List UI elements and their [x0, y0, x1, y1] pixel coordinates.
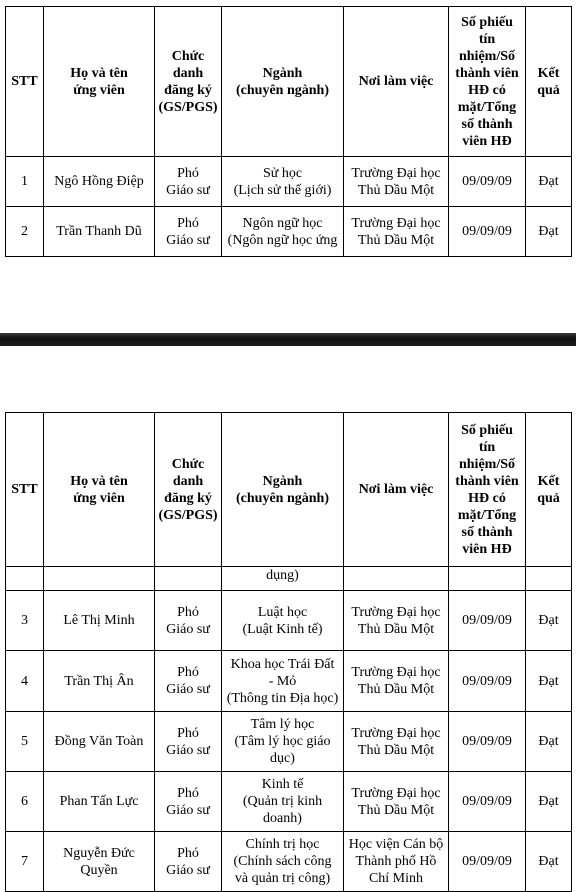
- text-line: Ngô Hồng Điệp: [54, 174, 144, 189]
- cell-stt: 4: [6, 651, 44, 712]
- text-line: đăng ký: [164, 82, 212, 98]
- text-line: quả: [537, 82, 560, 98]
- cell-title: [155, 157, 222, 207]
- cell-votes: 09/09/09: [449, 157, 526, 207]
- cell-votes: [449, 567, 526, 591]
- cell-votes: 09/09/09: [449, 651, 526, 712]
- text-line: Số phiếu: [461, 422, 513, 438]
- cell-name: [44, 772, 155, 832]
- text-line: mặt/Tổng: [457, 99, 517, 115]
- cell-workplace: [344, 207, 449, 257]
- text-line: Chí Minh: [368, 871, 424, 886]
- text-line: và quản trị công): [234, 871, 331, 886]
- cell-field: [222, 772, 344, 832]
- table-row: [6, 207, 572, 257]
- text-line: ứng viên: [73, 490, 125, 506]
- candidates-table-bottom: [5, 412, 572, 892]
- cell-workplace: [344, 567, 449, 591]
- text-line: Giáo sư: [166, 742, 210, 758]
- table-header: [6, 7, 572, 157]
- text-line: dục): [270, 751, 295, 766]
- text-line: Phó: [177, 785, 199, 801]
- cell-field: [222, 591, 344, 651]
- cell-workplace: [344, 712, 449, 772]
- text-line: Trường Đại học: [351, 165, 441, 181]
- text-line: Giáo sư: [166, 862, 210, 878]
- table-row: [6, 651, 572, 712]
- text-line: Quyền: [80, 862, 118, 878]
- cell-title: [155, 832, 222, 892]
- text-line: đăng ký: [164, 490, 212, 506]
- text-line: Trường Đại học: [351, 604, 441, 620]
- cell-stt: 3: [6, 591, 44, 651]
- text-line: Sử học: [262, 165, 303, 181]
- cell-stt: 2: [6, 207, 44, 257]
- text-line: Ngành: [262, 473, 303, 489]
- table-row: [6, 591, 572, 651]
- cell-field: dụng): [222, 567, 344, 591]
- text-line: Trần Thị Ân: [64, 673, 134, 689]
- table-row-continuation: [6, 567, 572, 591]
- text-line: Giáo sư: [166, 802, 210, 818]
- text-line: Kinh tế: [261, 777, 304, 792]
- table-row: [6, 157, 572, 207]
- text-line: (Lịch sử thế giới): [233, 182, 332, 198]
- header-votes: [449, 7, 526, 157]
- header-title-registered: [155, 7, 222, 157]
- cell-title: [155, 712, 222, 772]
- text-line: Họ và tên: [70, 473, 128, 489]
- header-field: [222, 413, 344, 567]
- text-line: Ngôn ngữ học: [242, 215, 323, 231]
- text-line: Kết: [537, 65, 560, 81]
- text-line: (Chính sách công: [233, 854, 332, 869]
- text-line: Luật học: [257, 604, 308, 620]
- text-line: Thủ Dầu Một: [357, 182, 435, 198]
- cell-name: [44, 207, 155, 257]
- text-line: số thành: [461, 116, 513, 132]
- cell-result: Đạt: [526, 591, 572, 651]
- header-candidate-name: [44, 7, 155, 157]
- cell-workplace: [344, 772, 449, 832]
- text-line: (chuyên ngành): [236, 490, 329, 506]
- text-line: HĐ có: [468, 82, 506, 98]
- text-line: thành viên: [455, 65, 519, 81]
- text-line: Thủ Dầu Một: [357, 802, 435, 818]
- text-line: (GS/PGS): [158, 99, 218, 115]
- cell-field: [222, 712, 344, 772]
- text-line: ứng viên: [73, 82, 125, 98]
- cell-votes: 09/09/09: [449, 772, 526, 832]
- cell-name: [44, 591, 155, 651]
- text-line: (chuyên ngành): [236, 82, 329, 98]
- header-workplace: Nơi làm việc: [344, 413, 449, 567]
- cell-field: [222, 207, 344, 257]
- cell-name: [44, 832, 155, 892]
- cell-result: Đạt: [526, 772, 572, 832]
- text-line: Chức: [171, 456, 205, 472]
- text-line: Giáo sư: [166, 682, 210, 697]
- text-line: Thủ Dầu Một: [357, 232, 435, 248]
- text-line: Chức: [171, 48, 205, 64]
- text-line: (Tâm lý học giáo: [234, 734, 331, 749]
- header-result: [526, 7, 572, 157]
- text-line: Ngành: [262, 65, 303, 81]
- text-line: Trường Đại học: [351, 785, 441, 801]
- table-row: [6, 772, 572, 832]
- text-line: Chính trị học: [245, 837, 320, 852]
- text-line: Phó: [177, 845, 199, 861]
- table-body: [6, 157, 572, 257]
- header-votes: [449, 413, 526, 567]
- cell-result: Đạt: [526, 207, 572, 257]
- cell-result: Đạt: [526, 157, 572, 207]
- text-line: nhiệm/Số: [458, 48, 515, 64]
- cell-workplace: [344, 832, 449, 892]
- cell-title: [155, 207, 222, 257]
- text-line: Khoa học Trái Đất: [230, 656, 335, 672]
- text-line: Giáo sư: [166, 232, 210, 248]
- cell-votes: 09/09/09: [449, 712, 526, 772]
- header-result: [526, 413, 572, 567]
- cell-result: Đạt: [526, 651, 572, 712]
- table-row: [6, 832, 572, 892]
- cell-workplace: [344, 591, 449, 651]
- cell-title: [155, 567, 222, 591]
- cell-title: [155, 772, 222, 832]
- cell-name: [44, 567, 155, 591]
- cell-workplace: [344, 157, 449, 207]
- text-line: (Thông tin Địa học): [226, 690, 339, 706]
- text-line: Thủ Dầu Một: [357, 682, 435, 697]
- text-line: Thủ Dầu Một: [357, 742, 435, 758]
- text-line: Trần Thanh Dũ: [56, 224, 142, 239]
- text-line: Học viện Cán bộ: [348, 837, 444, 852]
- text-line: Giáo sư: [166, 621, 210, 637]
- header-field: [222, 7, 344, 157]
- text-line: doanh): [263, 811, 302, 826]
- text-line: (GS/PGS): [158, 507, 218, 523]
- cell-votes: 09/09/09: [449, 591, 526, 651]
- cell-title: [155, 651, 222, 712]
- cell-votes: 09/09/09: [449, 207, 526, 257]
- text-line: Trường Đại học: [351, 665, 441, 680]
- cell-stt: 1: [6, 157, 44, 207]
- text-line: Lê Thị Minh: [63, 613, 135, 628]
- header-candidate-name: [44, 413, 155, 567]
- table-row: [6, 712, 572, 772]
- cell-title: [155, 591, 222, 651]
- text-line: Phó: [177, 604, 199, 620]
- text-line: danh: [172, 65, 204, 81]
- text-line: Trường Đại học: [351, 215, 441, 231]
- text-line: nhiệm/Số: [458, 456, 515, 472]
- text-line: Số phiếu: [461, 14, 513, 30]
- text-line: tín: [478, 439, 496, 455]
- text-line: Kết: [537, 473, 560, 489]
- text-line: Thành phố Hồ: [355, 854, 437, 869]
- text-line: Đồng Văn Toàn: [54, 734, 144, 749]
- text-line: (Quản trị kinh: [242, 794, 323, 809]
- text-line: Tâm lý học: [250, 717, 315, 732]
- text-line: Phó: [177, 215, 199, 231]
- header-title-registered: [155, 413, 222, 567]
- candidates-table-top: [5, 6, 572, 257]
- header-stt: STT: [6, 413, 44, 567]
- cell-result: Đạt: [526, 832, 572, 892]
- cell-workplace: [344, 651, 449, 712]
- cell-field: [222, 651, 344, 712]
- text-line: HĐ có: [468, 490, 506, 506]
- cell-result: [526, 567, 572, 591]
- cell-name: [44, 712, 155, 772]
- cell-name: [44, 157, 155, 207]
- text-line: Giáo sư: [166, 182, 210, 198]
- cell-votes: 09/09/09: [449, 832, 526, 892]
- text-line: thành viên: [455, 473, 519, 489]
- page-divider: [0, 333, 576, 346]
- table-body: [6, 567, 572, 892]
- cell-stt: 5: [6, 712, 44, 772]
- text-line: quả: [537, 490, 560, 506]
- cell-field: [222, 832, 344, 892]
- text-line: viên HĐ: [462, 133, 512, 149]
- cell-name: [44, 651, 155, 712]
- text-line: Phó: [177, 725, 199, 741]
- text-line: danh: [172, 473, 204, 489]
- text-line: (Luật Kinh tế): [242, 621, 323, 637]
- table-header: [6, 413, 572, 567]
- text-line: Nguyễn Đức: [63, 845, 135, 861]
- cell-result: Đạt: [526, 712, 572, 772]
- cell-stt: [6, 567, 44, 591]
- cell-stt: 7: [6, 832, 44, 892]
- text-line: Thủ Dầu Một: [357, 621, 435, 637]
- text-line: Họ và tên: [70, 65, 128, 81]
- text-line: Trường Đại học: [351, 725, 441, 741]
- header-stt: STT: [6, 7, 44, 157]
- text-line: Phó: [177, 665, 199, 680]
- text-line: Phó: [177, 165, 199, 181]
- text-line: viên HĐ: [462, 541, 512, 557]
- header-workplace: Nơi làm việc: [344, 7, 449, 157]
- text-line: tín: [478, 31, 496, 47]
- text-line: mặt/Tổng: [457, 507, 517, 523]
- text-line: - Mỏ: [268, 673, 297, 689]
- text-line: Phan Tấn Lực: [59, 794, 139, 809]
- text-line: (Ngôn ngữ học ứng: [227, 232, 338, 248]
- cell-stt: 6: [6, 772, 44, 832]
- text-line: số thành: [461, 524, 513, 540]
- cell-field: [222, 157, 344, 207]
